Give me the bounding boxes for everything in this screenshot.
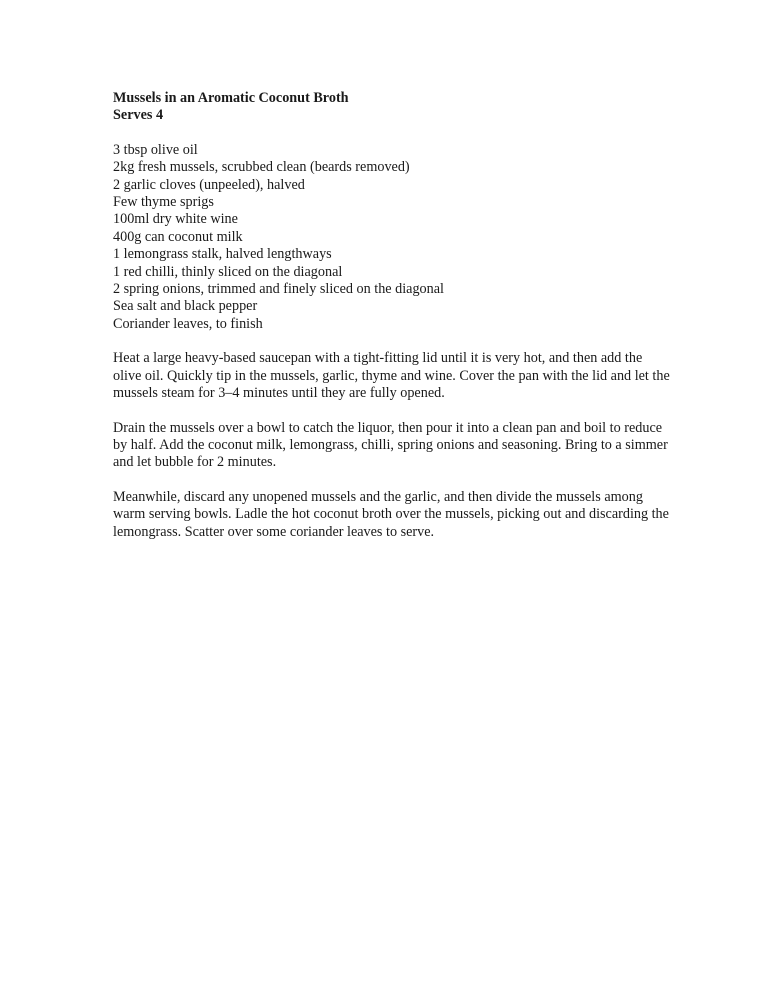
- ingredient-item: 1 lemongrass stalk, halved lengthways: [113, 246, 332, 263]
- method-step: Meanwhile, discard any unopened mussels and the garlic, and then divide the mussels among warm serving bowls. Ladle the hot coconut broth over the mussels, picking out and discarding the lemongrass. Scatter over some coriander leaves to serve.: [113, 488, 669, 540]
- ingredient-item: 3 tbsp olive oil: [113, 141, 198, 158]
- ingredient-item: 1 red chilli, thinly sliced on the diagonal: [113, 263, 343, 280]
- ingredient-item: Coriander leaves, to finish: [113, 315, 263, 332]
- method-section: [113, 350, 673, 541]
- ingredient-item: 2 spring onions, trimmed and finely sliced on the diagonal: [113, 281, 444, 298]
- recipe-title: Mussels in an Aromatic Coconut Broth: [113, 90, 349, 106]
- ingredient-item: Few thyme sprigs: [113, 194, 214, 211]
- ingredient-item: 100ml dry white wine: [113, 211, 238, 228]
- method-step: Heat a large heavy-based saucepan with a tight-fitting lid until it is very hot, and then add the olive oil. Quickly tip in the mussels, garlic, thyme and wine. Cover the pan with the lid and let the mussels steam for 3–4 minutes until they are fully opened.: [113, 350, 670, 402]
- document-page: [113, 90, 673, 541]
- ingredient-item: 2kg fresh mussels, scrubbed clean (beards removed): [113, 159, 410, 176]
- ingredients-list: [113, 142, 673, 333]
- recipe-serves: Serves 4: [113, 107, 164, 124]
- ingredient-item: 400g can coconut milk: [113, 228, 243, 245]
- ingredient-item: 2 garlic cloves (unpeeled), halved: [113, 176, 305, 193]
- ingredient-item: Sea salt and black pepper: [113, 298, 258, 315]
- method-step: Drain the mussels over a bowl to catch the liquor, then pour it into a clean pan and boil to reduce by half. Add the coconut milk, lemongrass, chilli, spring onions and seasoning. Bring to a simmer and let bubble for 2 minutes.: [113, 419, 668, 471]
